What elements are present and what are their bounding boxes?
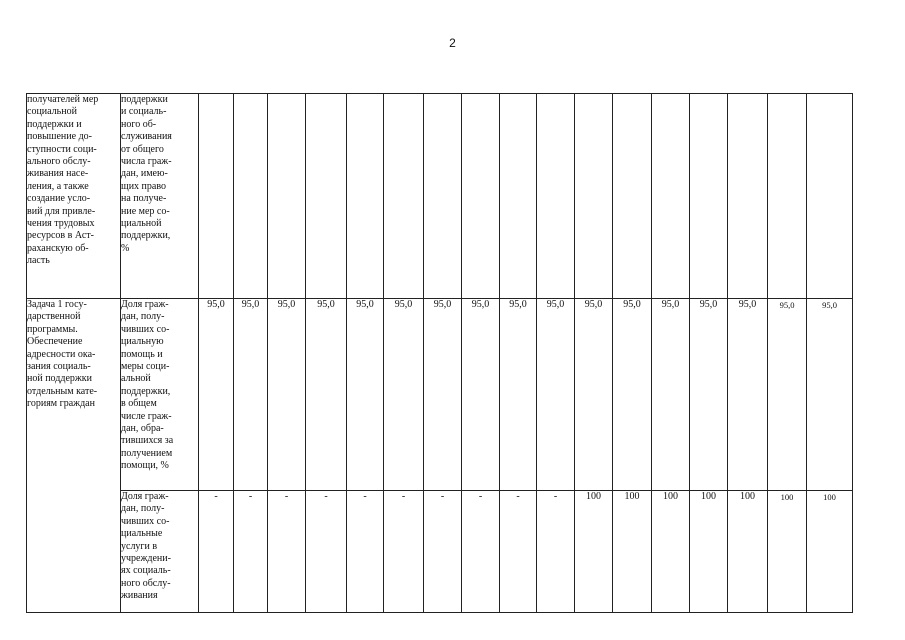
value-cell: 95,0 (575, 299, 613, 491)
value-cell: - (199, 491, 234, 613)
value-cell: - (537, 491, 575, 613)
value-cell: - (500, 491, 537, 613)
value-cell: 95,0 (728, 299, 768, 491)
value-cell: - (424, 491, 462, 613)
value-cell: 95,0 (199, 299, 234, 491)
value-cell: 95,0 (347, 299, 384, 491)
value-cell: 95,0 (768, 299, 807, 491)
indicator-cell: Доля граж- дан, полу- чивших со- циальные услуги в учреждени- ях социаль- ного обслу- живания (121, 491, 199, 613)
value-cell (306, 94, 347, 299)
value-cell: 95,0 (537, 299, 575, 491)
value-cell (347, 94, 384, 299)
value-cell: 95,0 (652, 299, 690, 491)
goal-cell: получателей мер социальной поддержки и повышение до- ступности соци- ального обслу- живания насе- ления, а также создание усло- вий для привле- чения трудовых ресурсов в Аст- раханскую об- ласть (27, 94, 121, 299)
value-cell: 95,0 (424, 299, 462, 491)
table-row (27, 94, 853, 299)
value-cell: 100 (690, 491, 728, 613)
indicator-cell: поддержки и социаль- ного об- служивания от общего числа граж- дан, имею- щих право на получе- ние мер со- циальной поддержки, % (121, 94, 199, 299)
value-cell: 95,0 (462, 299, 500, 491)
value-cell (384, 94, 424, 299)
table-row (27, 299, 853, 491)
value-cell (537, 94, 575, 299)
value-cell: - (306, 491, 347, 613)
value-cell: 100 (728, 491, 768, 613)
value-cell: 95,0 (306, 299, 347, 491)
value-cell (652, 94, 690, 299)
value-cell (500, 94, 537, 299)
value-cell (462, 94, 500, 299)
value-cell (234, 94, 268, 299)
value-cell (613, 94, 652, 299)
goal-cell: Задача 1 госу- дарственной программы. Обеспечение адресности ока- зания социаль- ной поддержки отдельным кате- гориям граждан (27, 299, 121, 613)
value-cell: 95,0 (234, 299, 268, 491)
value-cell (768, 94, 807, 299)
value-cell (690, 94, 728, 299)
value-cell: 100 (613, 491, 652, 613)
value-cell: 100 (768, 491, 807, 613)
value-cell: - (384, 491, 424, 613)
value-cell: 95,0 (613, 299, 652, 491)
value-cell: 100 (652, 491, 690, 613)
value-cell: - (462, 491, 500, 613)
table-row (27, 491, 853, 613)
value-cell (728, 94, 768, 299)
indicators-table (26, 93, 853, 613)
value-cell: 100 (807, 491, 853, 613)
value-cell: - (234, 491, 268, 613)
value-cell: 95,0 (807, 299, 853, 491)
page-number: 2 (449, 36, 456, 50)
value-cell: - (268, 491, 306, 613)
value-cell: 100 (575, 491, 613, 613)
value-cell: 95,0 (384, 299, 424, 491)
value-cell (575, 94, 613, 299)
value-cell: 95,0 (690, 299, 728, 491)
value-cell (199, 94, 234, 299)
value-cell: 95,0 (500, 299, 537, 491)
value-cell (807, 94, 853, 299)
value-cell (424, 94, 462, 299)
value-cell: 95,0 (268, 299, 306, 491)
value-cell (268, 94, 306, 299)
value-cell: - (347, 491, 384, 613)
indicator-cell: Доля граж- дан, полу- чивших со- циальную помощь и меры соци- альной поддержки, в общем числе граж- дан, обра- тившихся за получением помощи, % (121, 299, 199, 491)
